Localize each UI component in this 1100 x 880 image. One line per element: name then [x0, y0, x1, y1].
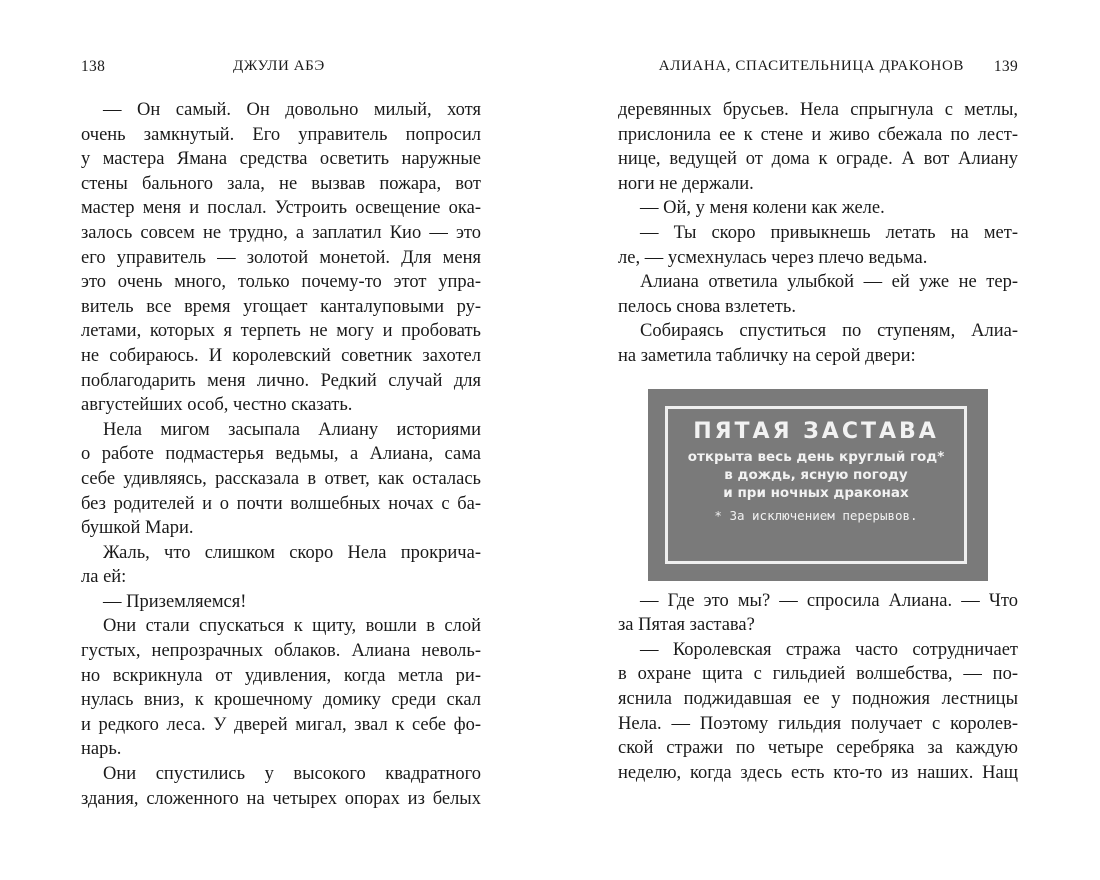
- text-line: залось совсем не трудно, а заплатил Кио — это: [81, 222, 481, 243]
- right-running-head: АЛИАНА, СПАСИТЕЛЬНИЦА ДРАКОНОВ: [658, 58, 964, 74]
- text-line: но вскрикнула от удивления, когда метла ри-: [81, 665, 481, 686]
- text-line: витель все время угощает канталуповыми ру-: [81, 296, 481, 317]
- text-line: нулась вниз, к крошечному домику среди скал: [81, 690, 481, 711]
- text-line: себе удивляясь, рассказала в ответ, как осталась: [81, 468, 481, 489]
- sign-title: ПЯТАЯ ЗАСТАВА: [693, 418, 939, 444]
- text-line: на заметила табличку на серой двери:: [618, 345, 916, 366]
- left-page: [81, 0, 481, 880]
- right-page: [618, 0, 1018, 880]
- text-line: это очень много, только почему-то этот упра-: [81, 272, 481, 293]
- text-line: здания, сложенного на четырех опорах из белых: [81, 788, 481, 809]
- text-line: Нела мигом засыпала Алиану историями: [103, 419, 481, 440]
- right-page-text: [618, 98, 1018, 785]
- text-line: Алиана ответила улыбкой — ей уже не тер-: [640, 272, 1018, 293]
- right-page-number: 139: [993, 58, 1018, 75]
- text-line: ской стражи по четыре серебряка за каждую: [618, 738, 1018, 759]
- text-line: Собираясь спуститься по ступеням, Алиа-: [640, 321, 1018, 342]
- text-line: яснила поджидавшая ее у подножия лестницы: [618, 688, 1018, 709]
- text-line: Жаль, что слишком скоро Нела прокрича-: [103, 542, 481, 563]
- text-line: стены бального зала, не вызвав пожара, вот: [81, 173, 481, 194]
- text-line: не собираюсь. И королевский советник захотел: [81, 345, 481, 366]
- text-line: в охране щита с гильдией волшебства, — по-: [618, 664, 1018, 685]
- sign-illustration-area: [618, 369, 1018, 589]
- text-line: Они стали спускаться к щиту, вошли в слой: [103, 616, 481, 637]
- sign-line: в дождь, ясную погоду: [724, 466, 908, 483]
- text-line: нице, ведущей от дома к ограде. А вот Алиану: [618, 149, 1018, 170]
- door-sign-frame: [665, 406, 967, 564]
- text-line: — Ты скоро привыкнешь летать на мет-: [640, 222, 1018, 243]
- text-line: — Где это мы? — спросила Алиана. — Что: [640, 590, 1018, 611]
- text-line: — Ой, у меня колени как желе.: [640, 198, 885, 219]
- text-line: у мастера Ямана средства осветить наружные: [81, 149, 481, 170]
- text-line: — Королевская стража часто сотрудничает: [640, 639, 1018, 660]
- text-line: — Приземляемся!: [103, 591, 247, 612]
- text-line: деревянных брусьев. Нела спрыгнула с метлы,: [618, 100, 1018, 120]
- left-page-header: [81, 58, 481, 82]
- text-line: очень замкнутый. Его управитель попросил: [81, 124, 481, 145]
- text-line: нарь.: [81, 739, 122, 760]
- sign-line: открыта весь день круглый год*: [687, 448, 945, 465]
- text-line: ноги не держали.: [618, 173, 754, 194]
- text-line: без родителей и о почти волшебных ночах с ба-: [81, 493, 481, 514]
- text-line: и редкого леса. У дверей мигал, звал к себе фо-: [81, 714, 481, 735]
- text-line: Нела. — Поэтому гильдия получает с королев-: [618, 713, 1018, 734]
- text-line: прислонила ее к стене и живо сбежала по лест-: [618, 124, 1018, 145]
- text-line: — Он самый. Он довольно милый, хотя: [103, 100, 481, 120]
- text-line: ле, — усмехнулась через плечо ведьма.: [618, 247, 928, 268]
- text-line: о работе подмастерья ведьмы, а Алиана, сама: [81, 444, 481, 465]
- text-line: его управитель — золотой монетой. Для меня: [81, 247, 481, 268]
- text-line: Они спустились у высокого квадратного: [103, 764, 481, 785]
- text-line: августейших особ, честно сказать.: [81, 395, 353, 416]
- left-page-text: [81, 98, 481, 811]
- text-line: густых, непрозрачных облаков. Алиана неволь-: [81, 641, 481, 662]
- text-line: пелось снова взлететь.: [618, 296, 796, 317]
- text-line: ла ей:: [81, 567, 127, 588]
- text-line: бушкой Мари.: [81, 518, 194, 539]
- text-line: мастер меня и послал. Устроить освещение ока-: [81, 198, 481, 219]
- sign-line: и при ночных драконах: [723, 484, 909, 501]
- sign-footnote: * За исключением перерывов.: [714, 507, 918, 523]
- text-line: за Пятая застава?: [618, 615, 755, 636]
- door-sign: [648, 389, 988, 581]
- left-running-head: ДЖУЛИ АБЭ: [233, 58, 325, 74]
- text-line: неделю, когда здесь есть кто-то из наших. Нащ: [618, 762, 1018, 783]
- right-page-header: [618, 58, 1018, 82]
- left-page-number: 138: [81, 58, 106, 75]
- text-line: поблагодарить меня лично. Редкий случай для: [81, 370, 481, 391]
- text-line: летами, которых я терпеть не могу и пробовать: [81, 321, 481, 342]
